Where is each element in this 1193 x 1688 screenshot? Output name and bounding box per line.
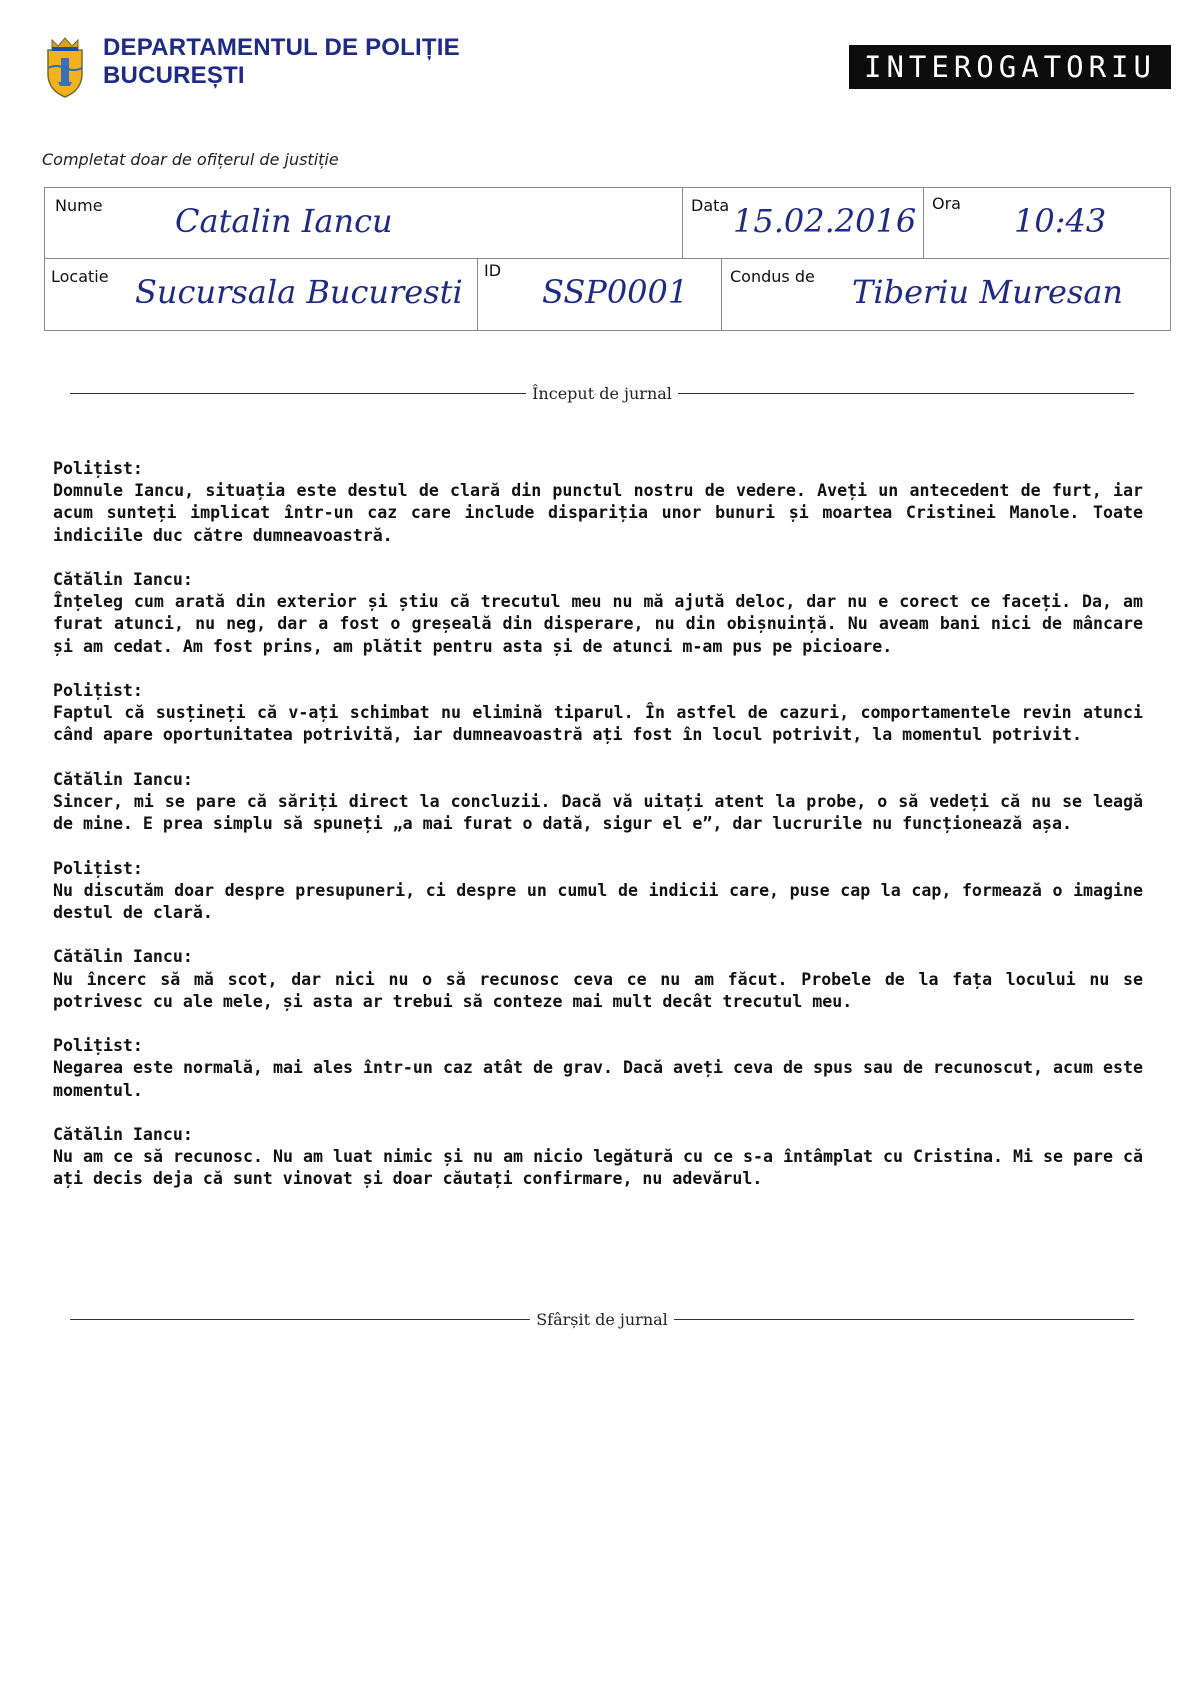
- conducted-by-value: Tiberiu Muresan: [852, 273, 1124, 311]
- transcript-entry: [53, 946, 1143, 1013]
- department-name: [103, 34, 460, 90]
- name-cell[interactable]: [45, 188, 683, 259]
- transcript: [53, 458, 1143, 1213]
- id-cell[interactable]: [478, 259, 722, 330]
- speech-text: Faptul că susțineți că v-ați schimbat nu elimină tiparul. În astfel de cazuri, comportamentele revin atunci când apare oportunitatea potrivită, iar dumneavoastră ați fost în locul potrivit, la momentul potrivit.: [53, 703, 1143, 745]
- location-value: Sucursala Bucuresti: [135, 273, 463, 311]
- divider-line: [674, 1319, 1134, 1320]
- department-line-1: DEPARTAMENTUL DE POLIȚIE: [103, 34, 460, 61]
- transcript-entry: [53, 769, 1143, 836]
- speech-text: Nu discutăm doar despre presupuneri, ci despre un cumul de indicii care, puse cap la cap, formează o imagine destul de clară.: [53, 880, 1143, 922]
- log-start-label: Început de jurnal: [532, 384, 672, 403]
- transcript-entry: [53, 1035, 1143, 1102]
- date-cell[interactable]: [683, 188, 924, 259]
- date-value: 15.02.2016: [733, 202, 917, 240]
- speech-text: Înțeleg cum arată din exterior și știu că trecutul meu nu mă ajută deloc, dar nu e corect ce faceți. Da, am furat atunci, nu neg, dar a fost o greșeală din disperare, nu din obișnuință. Nu aveam bani nici de mâncare și am cedat. Am fost prins, am plătit pentru asta și de atunci m-am pus pe picioare.: [53, 592, 1143, 656]
- speech-text: Domnule Iancu, situația este destul de clară din punctul nostru de vedere. Aveți un antecedent de furt, iar acum sunteți implicat într-un caz care include dispariția unor bunuri și moartea Cristinei Manole. Toate indiciile duc către dumneavoastră.: [53, 481, 1143, 545]
- speech-text: Sincer, mi se pare că săriți direct la concluzii. Dacă vă uitați atent la probe, o să vedeți că nu se leagă de mine. E prea simplu să spuneți „a mai furat o dată, sigur el e”, dar lucrurile nu funcționează așa.: [53, 792, 1143, 834]
- time-cell[interactable]: [924, 188, 1169, 259]
- name-label: Nume: [55, 196, 103, 215]
- police-crest-icon: [44, 34, 86, 98]
- speaker-label: Cătălin Iancu:: [53, 1124, 193, 1144]
- log-start-divider: [70, 384, 1134, 403]
- conducted-by-label: Condus de: [730, 267, 815, 286]
- speech-text: Nu încerc să mă scot, dar nici nu o să recunosc ceva ce nu am făcut. Probele de la fața locului nu se potrivesc cu ale mele, și asta ar trebui să conteze mai mult decât trecutul meu.: [53, 969, 1143, 1011]
- speaker-label: Polițist:: [53, 459, 143, 478]
- time-value: 10:43: [1014, 202, 1107, 240]
- transcript-entry: [53, 858, 1143, 925]
- speech-text: Nu am ce să recunosc. Nu am luat nimic și nu am nicio legătură cu ce s-a întâmplat cu Cristina. Mi se pare că ați decis deja că sunt vinovat și doar căutați confirmare, nu adevărul.: [53, 1147, 1143, 1189]
- speaker-label: Cătălin Iancu:: [53, 947, 193, 967]
- location-label: Locatie: [51, 267, 109, 286]
- divider-line: [70, 393, 526, 394]
- officer-note: Completat doar de ofițerul de justiție: [42, 150, 339, 169]
- id-label: ID: [484, 261, 502, 280]
- speaker-label: Cătălin Iancu:: [53, 570, 193, 589]
- conducted-by-cell[interactable]: [722, 259, 1169, 330]
- id-value: SSP0001: [542, 273, 689, 311]
- divider-line: [70, 1319, 530, 1320]
- time-label: Ora: [932, 194, 961, 213]
- date-label: Data: [691, 196, 730, 215]
- transcript-entry: [53, 458, 1143, 547]
- transcript-entry: [53, 569, 1143, 658]
- interrogation-form: [44, 187, 1171, 331]
- log-end-label: Sfârșit de jurnal: [536, 1310, 668, 1329]
- location-cell[interactable]: [45, 259, 478, 330]
- speaker-label: Polițist:: [53, 1036, 143, 1056]
- speaker-label: Polițist:: [53, 681, 143, 700]
- transcript-entry: [53, 680, 1143, 747]
- speech-text: Negarea este normală, mai ales într-un caz atât de grav. Dacă aveți ceva de spus sau de recunoscut, acum este momentul.: [53, 1058, 1143, 1100]
- log-end-divider: [70, 1310, 1134, 1329]
- transcript-entry: [53, 1124, 1143, 1191]
- divider-line: [678, 393, 1134, 394]
- name-value: Catalin Iancu: [175, 202, 393, 240]
- speaker-label: Cătălin Iancu:: [53, 769, 193, 789]
- department-line-2: BUCUREȘTI: [103, 62, 245, 89]
- speaker-label: Polițist:: [53, 858, 143, 878]
- interrogation-badge: INTEROGATORIU: [849, 45, 1171, 89]
